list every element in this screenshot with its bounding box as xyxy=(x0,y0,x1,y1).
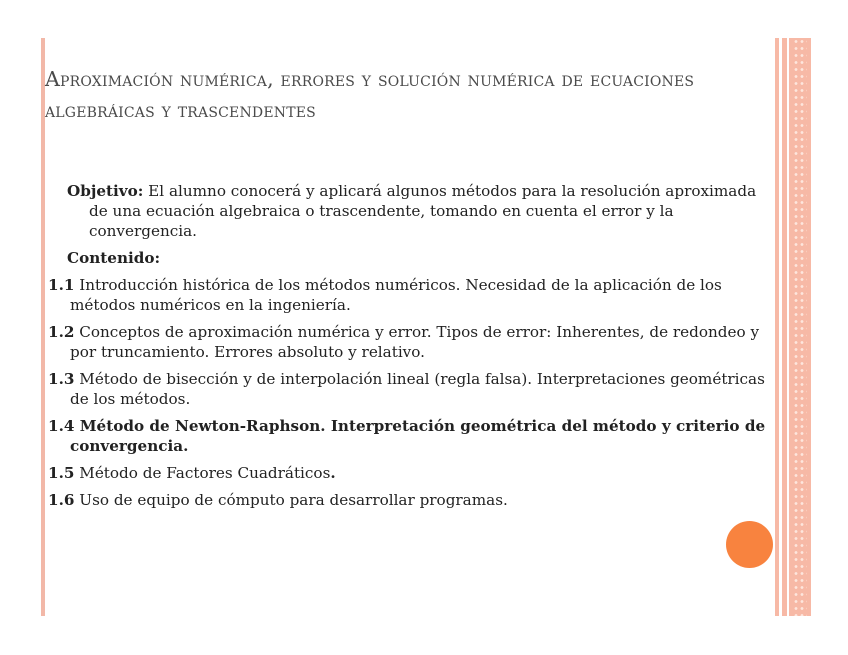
list-item-highlighted xyxy=(48,416,775,456)
item-text: Conceptos de aproximación numérica y error. Tipos de error: Inherentes, de redondeo y por truncamiento. Errores absoluto y relativo. xyxy=(70,323,760,361)
item-text: Método de bisección y de interpolación lineal (regla falsa). Interpretaciones geométricas de los métodos. xyxy=(70,370,765,408)
objective-text: El alumno conocerá y aplicará algunos métodos para la resolución aproximada de una ecuación algebraica o trascendente, tomando en cuenta el error y la convergencia. xyxy=(89,182,757,240)
item-number: 1.3 xyxy=(48,370,75,388)
list-item xyxy=(48,490,775,510)
band-stripe xyxy=(779,38,782,616)
orange-circle-decoration xyxy=(726,521,773,568)
band-stripe xyxy=(787,38,789,616)
item-number: 1.4 xyxy=(48,417,75,435)
objective-label: Objetivo: xyxy=(67,182,144,200)
content-heading: Contenido: xyxy=(67,249,161,267)
slide-content xyxy=(48,181,775,517)
list-item xyxy=(48,463,775,483)
list-item xyxy=(48,275,775,315)
item-number: 1.2 xyxy=(48,323,75,341)
right-decorative-band xyxy=(775,38,811,616)
item-text: Método de Newton-Raphson. Interpretación geométrica del método y criterio de convergencia. xyxy=(70,417,766,455)
list-item xyxy=(48,322,775,362)
objective-paragraph xyxy=(67,181,775,241)
item-number: 1.5 xyxy=(48,464,75,482)
item-text: Método de Factores Cuadráticos xyxy=(74,464,331,482)
list-item xyxy=(48,369,775,409)
content-list xyxy=(48,275,775,510)
item-text: Uso de equipo de cómputo para desarrollar programas. xyxy=(74,491,508,509)
item-number: 1.6 xyxy=(48,491,75,509)
slide-title: Aproximación numérica, errores y solución numérica de ecuaciones algebráicas y trascendentes xyxy=(45,67,695,122)
item-text: Introducción histórica de los métodos numéricos. Necesidad de la aplicación de los métodos numéricos en la ingeniería. xyxy=(70,276,722,314)
item-suffix: . xyxy=(330,464,336,482)
item-number: 1.1 xyxy=(48,276,75,294)
band-dot-pattern xyxy=(793,38,807,616)
